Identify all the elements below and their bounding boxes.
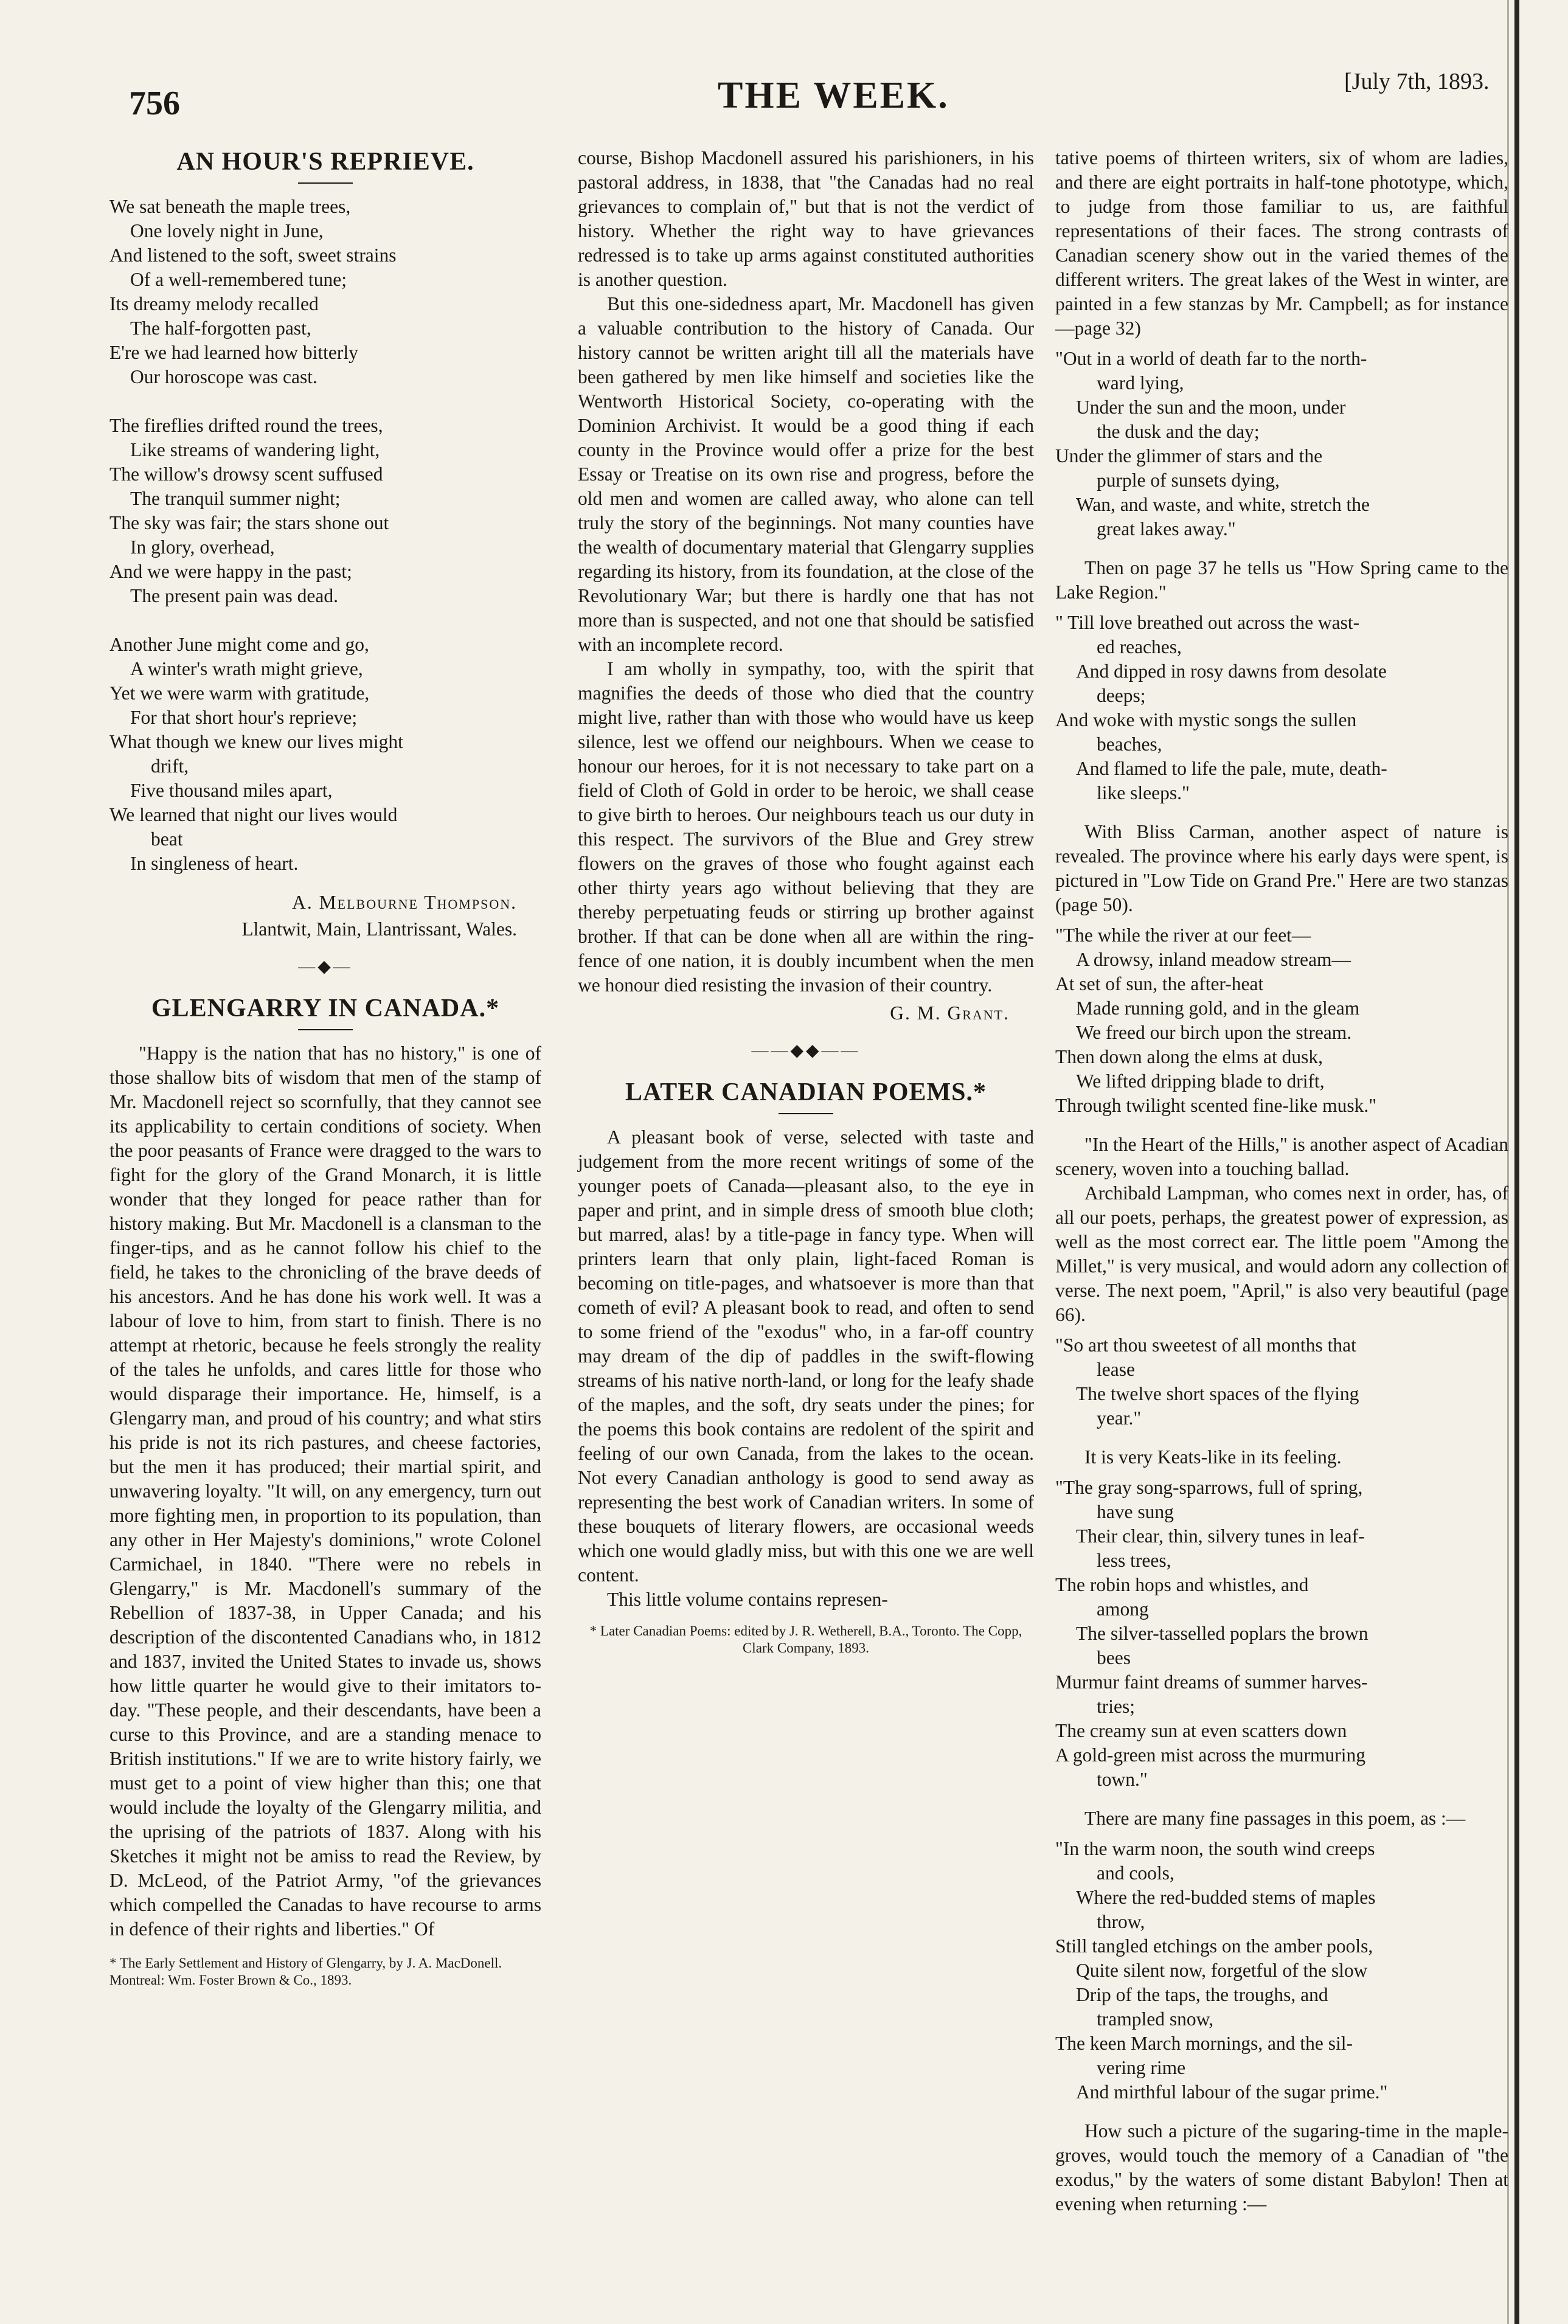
verse-line [109,389,541,414]
title-rule [298,182,353,184]
article-body [578,146,1034,997]
verse-line: Through twilight scented fine-like musk." [1055,1095,1377,1116]
verse-line: In singleness of heart. [130,853,299,874]
verse-line: "So art thou sweetest of all months that [1055,1334,1356,1356]
column-2 [578,146,1034,1657]
verse-line: The creamy sun at even scatters down [1055,1720,1347,1741]
verse-line: A gold-green mist across the murmuring [1055,1744,1366,1766]
column-1 [109,146,541,1989]
verse-line: drift, [151,755,189,777]
article-body [578,1125,1034,1612]
verse-line: Its dreamy melody recalled [109,293,319,314]
verse-line: Like streams of wandering light, [130,439,380,460]
article-title: LATER CANADIAN POEMS.* [625,1078,987,1106]
quoted-verse [1055,923,1508,1118]
verse-line: The tranquil summer night; [130,488,341,509]
verse-line: Our horoscope was cast. [130,366,317,387]
article-title: GLENGARRY IN CANADA.* [151,994,500,1022]
verse-line: The present pain was dead. [130,585,338,606]
verse-line: Then down along the elms at dusk, [1055,1046,1323,1067]
verse-line: Under the glimmer of stars and the [1055,445,1323,467]
verse-line: "The while the river at our feet— [1055,924,1311,946]
verse-line: And mirthful labour of the sugar prime." [1076,2081,1388,2103]
verse-line: In glory, overhead, [130,536,275,558]
verse-line: "Out in a world of death far to the north- [1055,348,1367,369]
verse-line: less trees, [1097,1550,1171,1571]
verse-line: bees [1097,1647,1131,1668]
title-rule [298,1029,353,1030]
verse-line: The willow's drowsy scent suffused [109,463,383,485]
paragraph: This little volume contains represen- [607,1589,888,1610]
verse-line: ward lying, [1097,372,1184,394]
poem-place: Llantwit, Main, Llantrissant, Wales. [241,918,517,940]
verse-line: Quite silent now, forgetful of the slow [1076,1960,1368,1981]
verse-line: The fireflies drifted round the trees, [109,415,383,436]
verse-line: And dipped in rosy dawns from desolate [1076,661,1387,682]
verse-line: Wan, and waste, and white, stretch the [1076,494,1370,515]
verse-line: Of a well-remembered tune; [130,269,347,290]
paragraph: With Bliss Carman, another aspect of nature is revealed. The province where his early days were spent, is pictured in "Low Tide on Grand Pre." Here are two stanzas (page 50). [1055,821,1508,915]
verse-line: We sat beneath the maple trees, [109,196,351,217]
verse-line: town." [1097,1769,1148,1790]
verse-line: trampled snow, [1097,2008,1214,2030]
verse-line: The keen March mornings, and the sil- [1055,2033,1353,2054]
title-rule [779,1113,833,1114]
verse-line: lease [1097,1359,1135,1380]
verse-line: throw, [1097,1911,1145,1932]
verse-line: And listened to the soft, sweet strains [109,245,397,266]
section-ornament: —◆— [298,957,353,976]
paragraph: I am wholly in sympathy, too, with the spirit that magnifies the deeds of those who died that the country might live, rather than with those who would have us keep silence, lest we offend our neighbours. When we cease to honour our heroes, for it is not necessary to take part on a field of Cloth of Gold in order to be heroic, we shall cease to give birth to heroes. Our neighbours teach us our duty in this respect. The survivors of the Blue and Grey strew flowers on the graves of those who fought against each other thirty years ago without believing that they are thereby perpetuating feuds or stirring up brother against brother. If that can be done when all are within the ring-fence of one nation, it is doubly incumbent when the men we honour died resisting the invasion of their country. [578,658,1034,996]
verse-line: What though we knew our lives might [109,731,403,752]
quoted-verse [1055,1476,1508,1792]
verse-line: tries; [1097,1696,1135,1717]
verse-line: deeps; [1097,685,1146,706]
page-edge [1514,0,1519,2324]
quoted-verse [1055,347,1508,541]
quoted-verse [1055,611,1508,805]
verse-line: The silver-tasselled poplars the brown [1076,1623,1369,1644]
verse-line: And flamed to life the pale, mute, death- [1076,758,1387,779]
verse-line: "The gray song-sparrows, full of spring, [1055,1477,1363,1498]
paragraph: "In the Heart of the Hills," is another aspect of Acadian scenery, woven into a touching ballad. [1055,1134,1508,1179]
verse-line: purple of sunsets dying, [1097,470,1280,491]
verse-line: We learned that night our lives would [109,804,398,825]
quoted-verse [1055,1333,1508,1431]
page-number: 756 [129,85,180,122]
verse-line: Drip of the taps, the troughs, and [1076,1984,1328,2005]
article-signature: G. M. Grant. [890,1002,1010,1024]
verse-line: "In the warm noon, the south wind creeps [1055,1838,1375,1859]
paragraph: tative poems of thirteen writers, six of whom are ladies, and there are eight portraits in half-tone phototype, which, to judge from those familiar to us, are faithful representations of their faces. The strong contrasts of Canadian scenery show out in the varied themes of the different writers. The great lakes of the West in winter, are painted in a few stanzas by Mr. Campbell; as for instance—page 32) [1055,147,1508,339]
verse-line: beat [151,828,183,850]
paragraph: Then on page 37 he tells us "How Spring came to the Lake Region." [1055,557,1508,603]
verse-line: beaches, [1097,734,1162,755]
verse-line: For that short hour's reprieve; [130,707,358,728]
verse-line: have sung [1097,1501,1174,1522]
footnote: * The Early Settlement and History of Glengarry, by J. A. MacDonell. Montreal: Wm. Foster Brown & Co., 1893. [109,1955,502,1988]
verse-line: Murmur faint dreams of summer harves- [1055,1671,1368,1693]
verse-line: The half-forgotten past, [130,317,311,339]
quoted-verse [1055,1837,1508,2104]
poem-author: A. Melbourne Thompson. [292,892,517,913]
verse-line: The twelve short spaces of the flying [1076,1383,1359,1404]
verse-line: Five thousand miles apart, [130,780,333,801]
verse-line: A winter's wrath might grieve, [130,658,363,679]
column-3 [1055,146,1508,2216]
verse-line: ed reaches, [1097,636,1182,657]
verse-line: E're we had learned how bitterly [109,342,358,363]
paragraph: It is very Keats-like in its feeling. [1084,1446,1342,1468]
verse-line: Their clear, thin, silvery tunes in leaf- [1076,1525,1365,1547]
paragraph: course, Bishop Macdonell assured his parishioners, in his pastoral address, in 1838, that "the Canadas had no real grievances to complain of," but that is not the verdict of history. Whether the right way to have grievances redressed is to take up arms against constituted authorities is another question. [578,147,1034,290]
verse-line: And we were happy in the past; [109,561,352,582]
verse-line: The sky was fair; the stars shone out [109,512,389,533]
verse-line: At set of sun, the after-heat [1055,973,1264,994]
article-body [109,1041,541,1941]
verse-line: A drowsy, inland meadow stream— [1076,949,1351,970]
verse-line: great lakes away." [1097,518,1236,539]
poem-body [109,195,541,876]
verse-line: Under the sun and the moon, under [1076,397,1346,418]
issue-date: [July 7th, 1893. [1344,69,1490,94]
paragraph: There are many fine passages in this poem, as :— [1084,1808,1466,1829]
verse-line: We lifted dripping blade to drift, [1076,1070,1325,1092]
verse-line: Made running gold, and in the gleam [1076,997,1360,1019]
verse-line: And woke with mystic songs the sullen [1055,709,1357,730]
verse-line: Yet we were warm with gratitude, [109,682,370,704]
footnote: * Later Canadian Poems: edited by J. R. Wetherell, B.A., Toronto. The Copp, Clark Company, 1893. [589,1623,1022,1656]
verse-line: " Till love breathed out across the wast- [1055,612,1360,633]
section-ornament: ——◆◆—— [751,1041,861,1060]
masthead-title: THE WEEK. [718,75,949,116]
paragraph: Archibald Lampman, who comes next in order, has, of all our poets, perhaps, the greatest power of expression, as well as the most correct ear. The little poem "Among the Millet," is very musical, and would adorn any collection of verse. The next poem, "April," is also very beautiful (page 66). [1055,1182,1508,1325]
poem-title: AN HOUR'S REPRIEVE. [176,148,474,176]
verse-line: year." [1097,1407,1142,1429]
verse-line: vering rime [1097,2057,1186,2078]
verse-line: Still tangled etchings on the amber pools, [1055,1935,1373,1957]
paragraph: How such a picture of the sugaring-time in the maple-groves, would touch the memory of a Canadian of "the exodus," by the waters of some distant Babylon! Then at evening when returning :— [1055,2120,1508,2215]
verse-line: The robin hops and whistles, and [1055,1574,1309,1595]
paragraph: "Happy is the nation that has no history," is one of those shallow bits of wisdom that men of the stamp of Mr. Macdonell reject so scornfully, that they cannot see its applicability to certain conditions of society. When the poor peasants of France were dragged to the wars to fight for the glory of the Grand Monarch, it is little wonder that they longed for peace rather than for history making. But Mr. Macdonell is a clansman to the finger-tips, and as he cannot follow his chief to the field, he takes to the chronicling of the brave deeds of his ancestors. And he has done his work well. It was a labour of love to him, from start to finish. There is no attempt at rhetoric, because he feels strongly the reality of the tales he unfolds, and cares little for those who would disparage their importance. He, himself, is a Glengarry man, and proud of his country; and what stirs his pride is not its rich pastures, and cheese factories, but the men it has produced; their martial spirit, and unwavering loyalty. "It will, on any emergency, turn out more fighting men, in proportion to its population, than any other in Her Majesty's dominions," wrote Colonel Carmichael, in 1840. "There were no rebels in Glengarry," is Mr. Macdonell's summary of the Rebellion of 1837-38, in Upper Canada; and his description of the discontented Canadians who, in 1812 and 1837, invited the United States to invade us, shows how little quarter he would give to their imitators to-day. "These people, and their descendants, have been a curse to this Province, and are a standing menace to British institutions." If we are to write history fairly, we must get to a point of view higher than this; one that would include the loyalty of the Glengarry militia, and the uprising of the patriots of 1837. Along with his Sketches it might not be amiss to read the Review, by D. McLeod, of the Patriot Army, "of the grievances which compelled the Canadas to have recourse to arms in defence of their rights and liberties." Of [109,1042,541,1940]
verse-line: Another June might come and go, [109,634,369,655]
verse-line: and cools, [1097,1862,1174,1884]
verse-line: the dusk and the day; [1097,421,1260,442]
verse-line [109,608,541,633]
verse-line: One lovely night in June, [130,220,324,241]
verse-line: like sleeps." [1097,782,1190,803]
verse-line: Where the red-budded stems of maples [1076,1887,1376,1908]
paragraph: But this one-sidedness apart, Mr. Macdonell has given a valuable contribution to the history of Canada. Our history cannot be written aright till all the materials have been gathered by men like himself and societies like the Wentworth Historical Society, co-operating with the Dominion Archivist. It would be a good thing if each county in the Province would offer a prize for the best Essay or Treatise on its own rise and progress, before the old men and women are called away, who alone can tell truly the story of the beginnings. Not many counties have the wealth of documentary material that Glengarry supplies regarding its history, from its foundation, at the close of the Revolutionary War; but there is hardly one that has not more than is suspected, and not one that should be satisfied with an incomplete record. [578,293,1034,655]
paragraph: A pleasant book of verse, selected with taste and judgement from the more recent writings of some of the younger poets of Canada—pleasant also, to the eye in paper and print, and in simple dress of smooth blue cloth; but marred, alas! by a title-page in fancy type. When will printers learn that only plain, light-faced Roman is becoming on title-pages, and whatsoever is more than that cometh of evil? A pleasant book to read, and often to send to some friend of the "exodus" who, in a far-off country may dream of the dip of paddles in the swift-flowing streams of his native north-land, or long for the leafy shade of the maples, and the soft, dry seats under the pines; for the poems this book contains are redolent of the spirit and feeling of our own Canada, from the lakes to the ocean. Not every Canadian anthology is good to send away as representing the best work of Canadian writers. In some of these bouquets of literary flowers, are occasional weeds which one would gladly miss, but with this one we are well content. [578,1126,1034,1586]
verse-line: among [1097,1598,1149,1620]
verse-line: We freed our birch upon the stream. [1076,1022,1352,1043]
